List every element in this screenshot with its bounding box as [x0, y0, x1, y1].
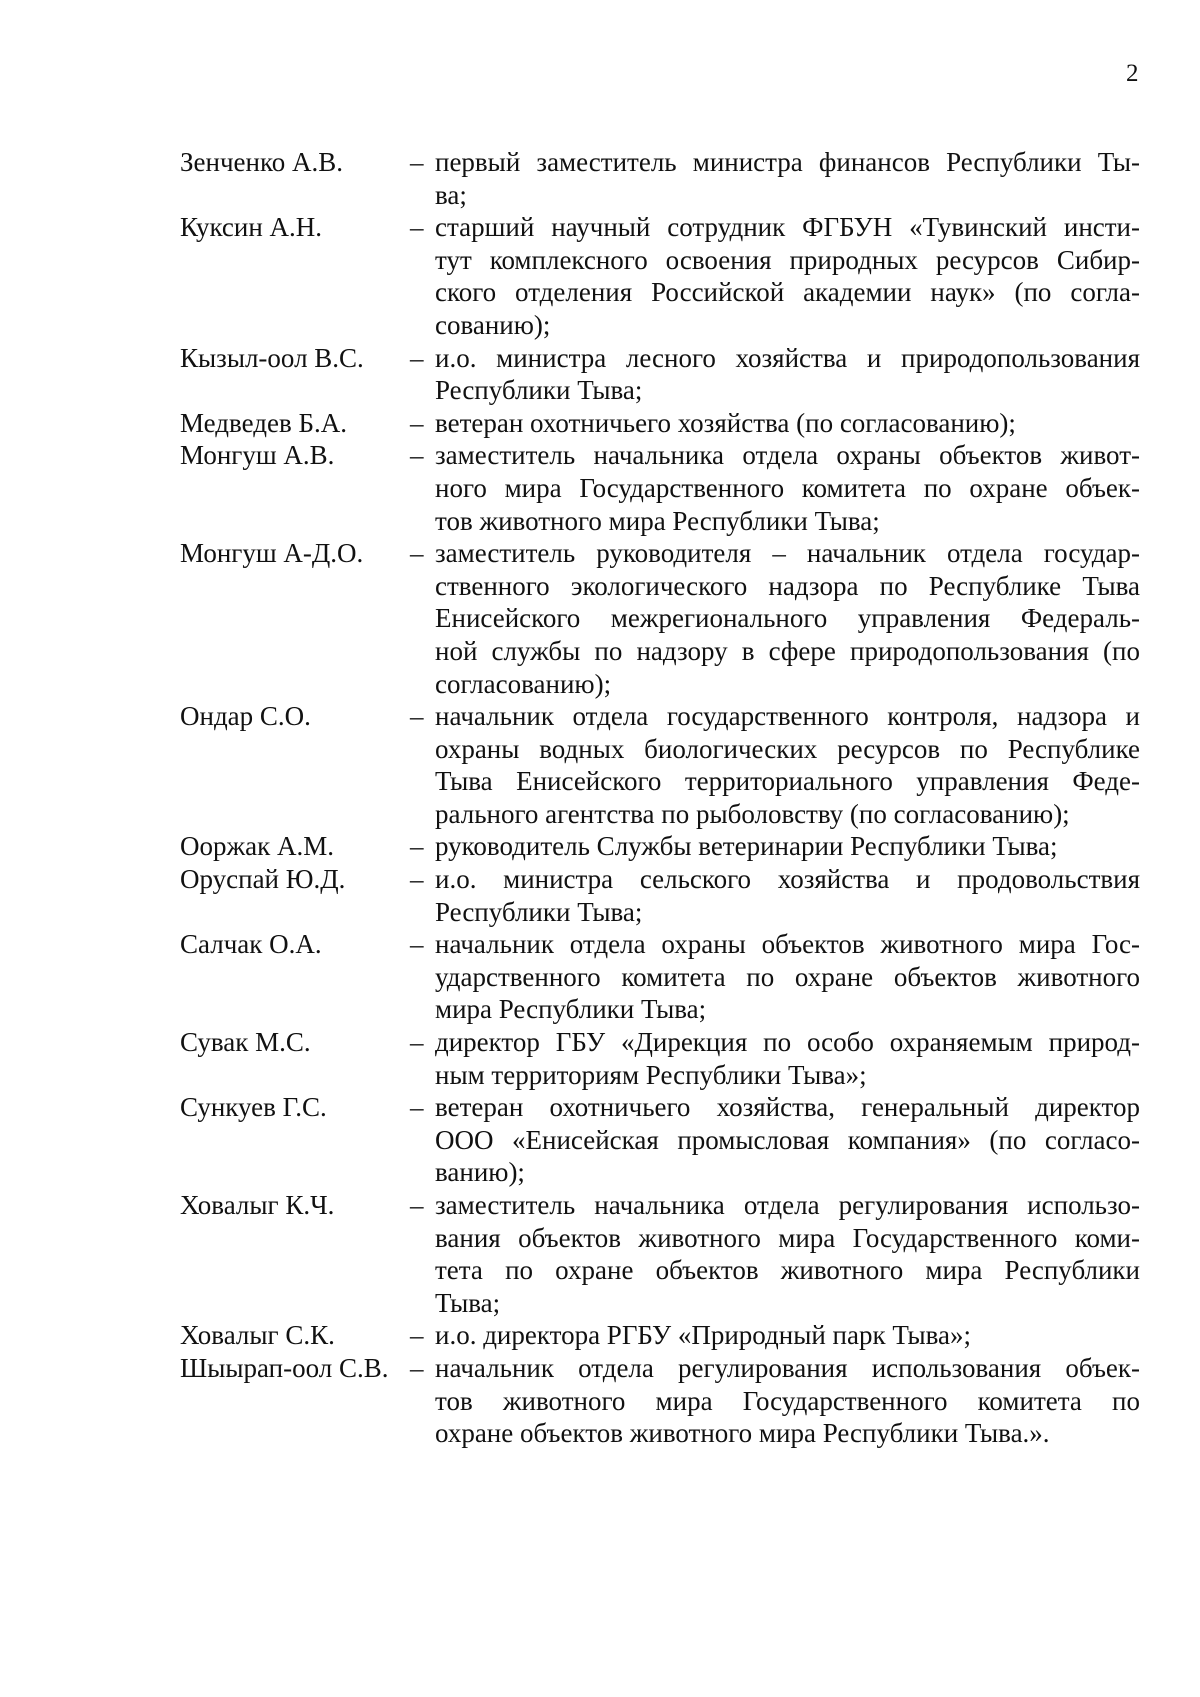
- dash-separator: –: [410, 440, 424, 471]
- dash-separator: –: [410, 929, 424, 960]
- position-line: ветеран охотничьего хозяйства (по согласованию);: [435, 407, 1016, 438]
- member-position: [435, 211, 1140, 341]
- member-name: Сувак М.С.: [180, 1027, 311, 1058]
- dash-separator: –: [410, 538, 424, 569]
- position-line: вания объектов животного мира Государственного коми-: [435, 1222, 1140, 1253]
- member-row: [180, 342, 1145, 407]
- member-name: Шыырап-оол С.В.: [180, 1352, 389, 1383]
- member-row: [180, 1026, 1145, 1091]
- position-line: Республики Тыва;: [435, 896, 643, 927]
- position-line: заместитель начальника отдела регулирования использо-: [435, 1190, 1140, 1220]
- member-position: [435, 439, 1140, 537]
- position-line: старший научный сотрудник ФГБУН «Тувинский инсти-: [435, 212, 1140, 243]
- member-name: Монгуш А.В.: [180, 440, 335, 471]
- member-name: Сункуев Г.С.: [180, 1092, 327, 1123]
- position-line: директор ГБУ «Дирекция по особо охраняемым природ-: [435, 1027, 1140, 1058]
- position-line: первый заместитель министра финансов Республики Ты-: [435, 147, 1140, 177]
- position-line: охране объектов животного мира Республики Тыва.».: [435, 1418, 1050, 1449]
- position-line: тов животного мира Государственного комитета по: [435, 1385, 1140, 1416]
- member-position: [435, 1026, 1140, 1091]
- member-row: [180, 537, 1145, 700]
- position-line: ва;: [435, 179, 467, 210]
- position-line: Тыва Енисейского территориального управления Феде-: [435, 766, 1140, 797]
- member-position: [435, 1189, 1140, 1319]
- position-line: согласованию);: [435, 668, 612, 699]
- member-row: [180, 1189, 1145, 1319]
- position-line: начальник отдела государственного контроля, надзора и: [435, 701, 1140, 732]
- member-name: Оруспай Ю.Д.: [180, 864, 346, 895]
- position-line: тов животного мира Республики Тыва;: [435, 505, 880, 536]
- member-row: [180, 439, 1145, 537]
- dash-separator: –: [410, 342, 424, 373]
- member-name: Зенченко А.В.: [180, 147, 343, 177]
- member-row: [180, 211, 1145, 341]
- member-name: Ховалыг К.Ч.: [180, 1190, 335, 1220]
- position-line: ственного экологического надзора по Республике Тыва: [435, 570, 1140, 601]
- dash-separator: –: [410, 212, 424, 243]
- dash-separator: –: [410, 1027, 424, 1058]
- member-row: [180, 830, 1145, 863]
- member-position: [435, 407, 1140, 440]
- member-row: [180, 407, 1145, 440]
- position-line: и.о. министра сельского хозяйства и продовольствия: [435, 864, 1140, 895]
- position-line: сованию);: [435, 309, 551, 340]
- position-line: ООО «Енисейская промысловая компания» (по согласо-: [435, 1124, 1140, 1155]
- position-line: заместитель руководителя – начальник отдела государ-: [435, 538, 1140, 569]
- member-name: Салчак О.А.: [180, 929, 322, 960]
- dash-separator: –: [410, 1320, 424, 1351]
- dash-separator: –: [410, 1190, 424, 1220]
- member-row: [180, 146, 1145, 211]
- dash-separator: –: [410, 864, 424, 895]
- member-row: [180, 1352, 1145, 1450]
- position-line: ванию);: [435, 1157, 525, 1188]
- position-line: Енисейского межрегионального управления Федераль-: [435, 603, 1140, 634]
- member-position: [435, 700, 1140, 830]
- dash-separator: –: [410, 831, 424, 862]
- dash-separator: –: [410, 701, 424, 732]
- position-line: заместитель начальника отдела охраны объектов живот-: [435, 440, 1140, 471]
- position-line: ным территориям Республики Тыва»;: [435, 1059, 867, 1090]
- dash-separator: –: [410, 1352, 424, 1383]
- dash-separator: –: [410, 147, 424, 177]
- member-position: [435, 537, 1140, 700]
- position-line: начальник отдела регулирования использования объек-: [435, 1352, 1140, 1383]
- member-position: [435, 146, 1140, 211]
- member-position: [435, 928, 1140, 1026]
- position-line: и.о. директора РГБУ «Природный парк Тыва»;: [435, 1320, 972, 1351]
- position-line: охраны водных биологических ресурсов по Республике: [435, 733, 1140, 764]
- position-line: ударственного комитета по охране объектов животного: [435, 961, 1140, 992]
- member-position: [435, 1319, 1140, 1352]
- position-line: Тыва;: [435, 1287, 501, 1318]
- dash-separator: –: [410, 407, 424, 438]
- position-line: начальник отдела охраны объектов животного мира Гос-: [435, 929, 1140, 960]
- position-line: и.о. министра лесного хозяйства и природопользования: [435, 342, 1140, 373]
- position-line: ного мира Государственного комитета по охране объек-: [435, 472, 1140, 503]
- commission-member-list: [180, 146, 1145, 1450]
- position-line: ского отделения Российской академии наук» (по согла-: [435, 277, 1140, 308]
- member-row: [180, 1319, 1145, 1352]
- member-row: [180, 928, 1145, 1026]
- position-line: ветеран охотничьего хозяйства, генеральный директор: [435, 1092, 1140, 1123]
- page-number: 2: [1126, 60, 1139, 87]
- position-line: тета по охране объектов животного мира Республики: [435, 1255, 1140, 1286]
- member-row: [180, 700, 1145, 830]
- member-name: Куксин А.Н.: [180, 212, 323, 243]
- member-name: Медведев Б.А.: [180, 407, 347, 438]
- member-position: [435, 1091, 1140, 1189]
- position-line: Республики Тыва;: [435, 375, 643, 406]
- dash-separator: –: [410, 1092, 424, 1123]
- member-position: [435, 342, 1140, 407]
- position-line: тут комплексного освоения природных ресурсов Сибир-: [435, 244, 1140, 275]
- member-name: Ооржак А.М.: [180, 831, 335, 862]
- member-position: [435, 863, 1140, 928]
- member-position: [435, 830, 1140, 863]
- position-line: мира Республики Тыва;: [435, 994, 707, 1025]
- position-line: ной службы по надзору в сфере природопользования (по: [435, 635, 1140, 666]
- member-name: Монгуш А-Д.О.: [180, 538, 364, 569]
- member-row: [180, 863, 1145, 928]
- position-line: рального агентства по рыболовству (по согласованию);: [435, 798, 1070, 829]
- member-name: Ховалыг С.К.: [180, 1320, 335, 1351]
- member-position: [435, 1352, 1140, 1450]
- position-line: руководитель Службы ветеринарии Республики Тыва;: [435, 831, 1058, 862]
- member-name: Кызыл-оол В.С.: [180, 342, 364, 373]
- member-row: [180, 1091, 1145, 1189]
- member-name: Ондар С.О.: [180, 701, 311, 732]
